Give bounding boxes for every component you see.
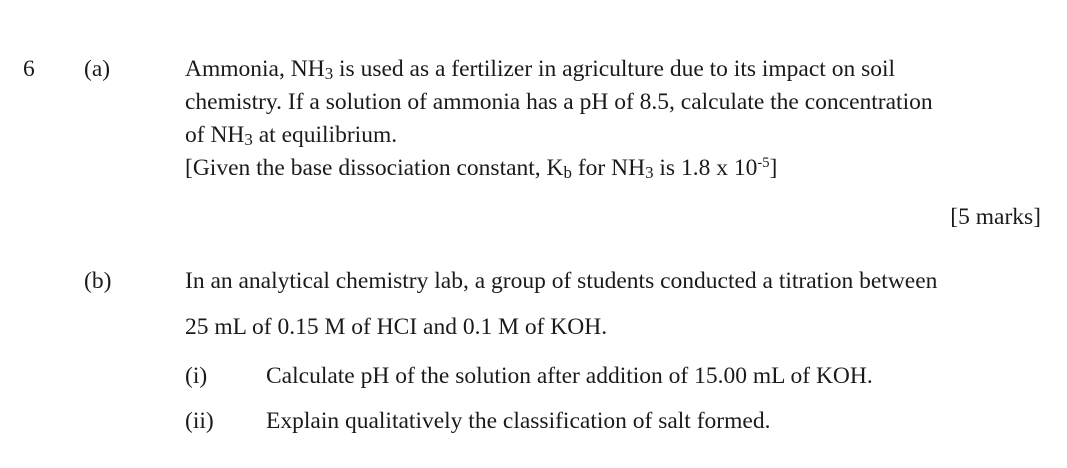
given-exponent: -5	[757, 155, 770, 171]
part-b-line-1: In an analytical chemistry lab, a group of students conducted a titration between	[185, 268, 938, 294]
given-end: ]	[769, 155, 778, 181]
part-b-label: (b)	[84, 268, 112, 294]
part-a-line-3-subscript: 3	[244, 130, 253, 150]
part-b-line-2: 25 mL of 0.15 M of HCI and 0.1 M of KOH.	[185, 314, 608, 340]
given-subscript-3: 3	[645, 163, 654, 183]
part-b-i-text: Calculate pH of the solution after addition of 15.00 mL of KOH.	[266, 363, 873, 389]
part-b-ii-text: Explain qualitatively the classification of salt formed.	[266, 408, 771, 434]
part-a-line-2: chemistry. If a solution of ammonia has a pH of 8.5, calculate the concentration	[185, 89, 933, 115]
given-subscript-b: b	[563, 163, 572, 183]
part-a-line-1-subscript: 3	[324, 64, 334, 84]
part-a-line-1	[185, 58, 895, 82]
part-a-line-1-post: is used as a fertilizer in agriculture due to its impact on soil	[333, 56, 896, 82]
part-b-ii-label: (ii)	[185, 408, 214, 434]
part-a-line-3	[185, 124, 397, 148]
part-a-line-3-post: at equilibrium.	[252, 122, 398, 148]
part-b-i-label: (i)	[185, 363, 208, 389]
part-a-marks: [5 marks]	[950, 204, 1041, 230]
part-a-given	[185, 157, 777, 181]
given-mid: for NH	[571, 155, 646, 181]
question-number: 6	[23, 56, 35, 82]
given-value: is 1.8 x 10	[653, 155, 758, 181]
part-a-label: (a)	[84, 56, 111, 82]
given-pre: [Given the base dissociation constant, K	[185, 155, 564, 181]
part-a-line-3-pre: of NH	[185, 122, 245, 148]
part-a-line-1-pre: Ammonia, NH	[185, 56, 325, 82]
